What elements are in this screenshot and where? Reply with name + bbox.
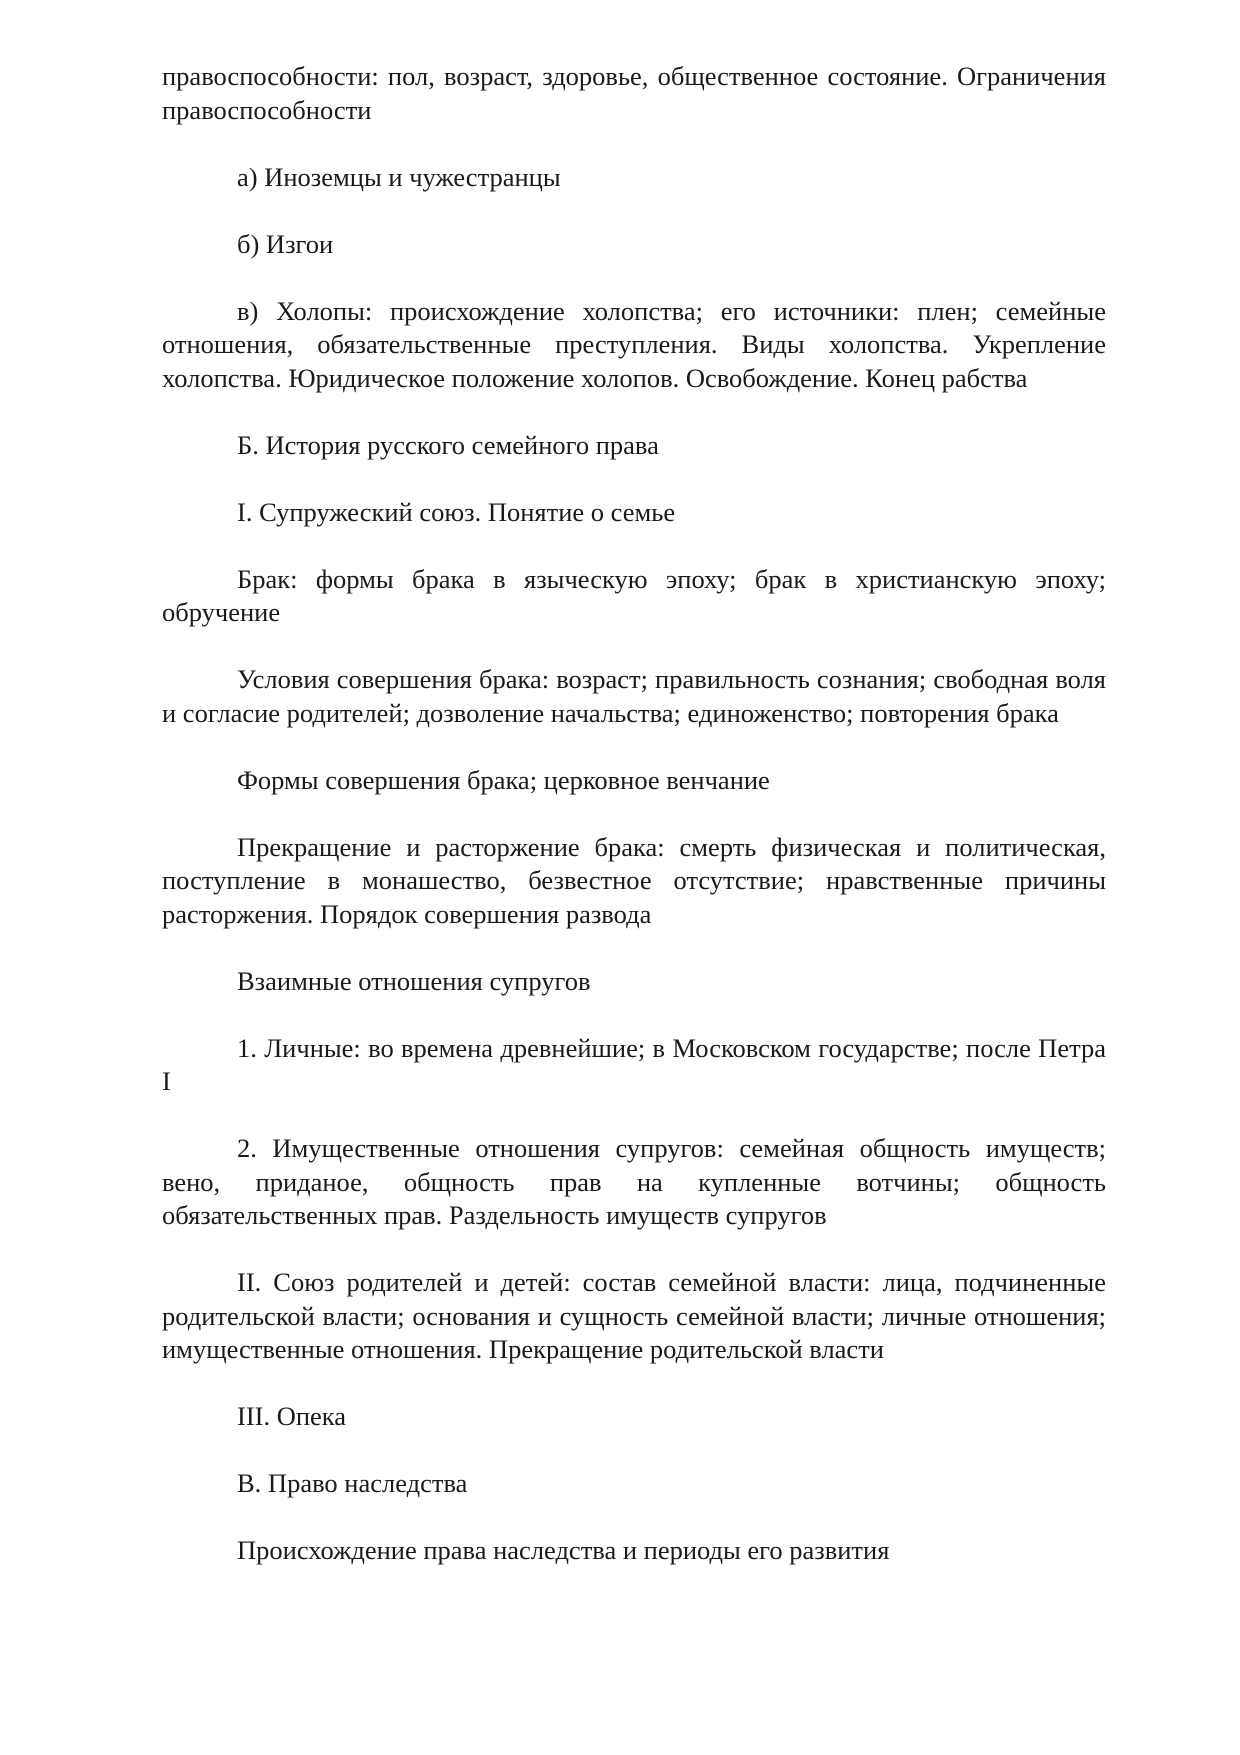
paragraph-inheritance-origin: Происхождение права наследства и периоды его развития — [237, 1535, 890, 1565]
document-page — [162, 60, 1106, 1568]
heading-spousal-relations: Взаимные отношения супругов — [237, 965, 591, 996]
paragraph-foreigners: а) Иноземцы и чужестранцы — [237, 161, 561, 192]
paragraph-parents-children: II. Союз родителей и детей: состав семейной власти: лица, подчиненные родительской власти; основания и сущность семейной власти; личные отношения; имущественные отношения. Прекращение родительской власти — [162, 1267, 1106, 1364]
paragraph-marriage-conditions: Условия совершения брака: возраст; правильность сознания; свободная воля и согласие родителей; дозволение начальства; единоженство; повторения брака — [162, 664, 1106, 728]
paragraph-serfs: в) Холопы: происхождение холопства; его источники: плен; семейные отношения, обязательственные преступления. Виды холопства. Укрепление холопства. Юридическое положение холопов. Освобождение. Конец рабства — [162, 295, 1106, 393]
heading-family-law: Б. История русского семейного права — [237, 429, 659, 460]
paragraph-marriage-forms: Брак: формы брака в языческую эпоху; брак в христианскую эпоху; обручение — [162, 563, 1106, 627]
heading-marital-union: I. Супружеский союз. Понятие о семье — [237, 496, 676, 527]
paragraph-outcasts: б) Изгои — [237, 228, 334, 259]
paragraph-property-relations: 2. Имущественные отношения супругов: семейная общность имуществ; вено, приданое, общность прав на купленные вотчины; общность обязательственных прав. Раздельность имуществ супругов — [162, 1133, 1106, 1230]
paragraph-personal-relations: 1. Личные: во времена древнейшие; в Московском государстве; после Петра I — [162, 1032, 1106, 1096]
paragraph-legal-capacity: правоспособности: пол, возраст, здоровье, общественное состояние. Ограничения правоспособности — [162, 61, 1106, 125]
heading-guardianship: III. Опека — [237, 1401, 347, 1431]
paragraph-wedding-forms: Формы совершения брака; церковное венчание — [237, 764, 770, 795]
heading-inheritance-law: В. Право наследства — [237, 1468, 468, 1498]
paragraph-marriage-termination: Прекращение и расторжение брака: смерть физическая и политическая, поступление в монашество, безвестное отсутствие; нравственные причины расторжения. Порядок совершения развода — [162, 831, 1106, 929]
